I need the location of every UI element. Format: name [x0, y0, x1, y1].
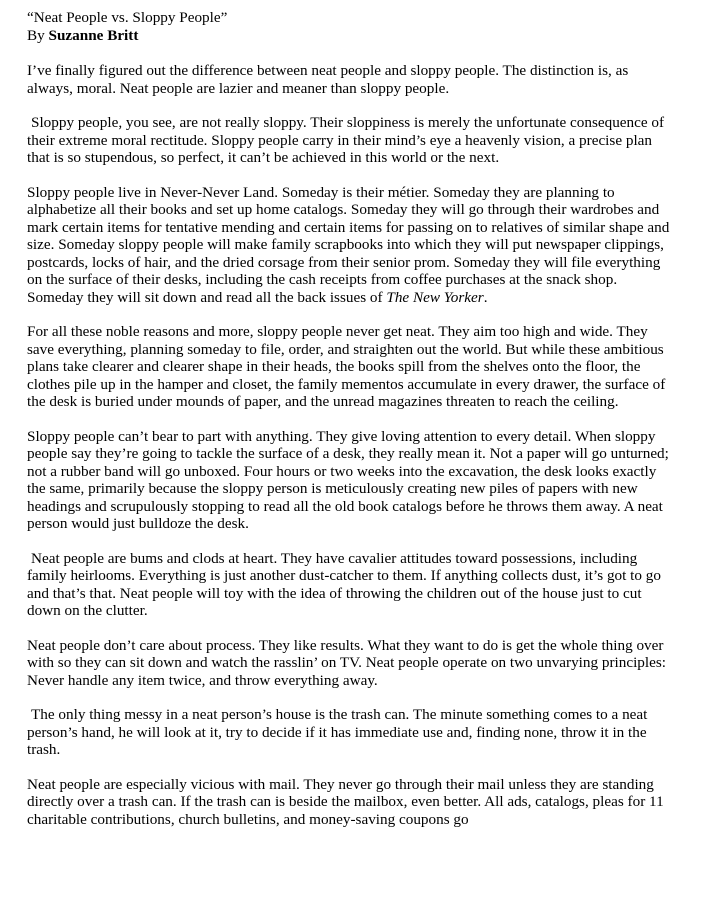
- paragraph-3: [27, 184, 674, 307]
- paragraph-3-text: Sloppy people live in Never-Never Land. Someday is their métier. Someday they are planning to alphabetize all their books and set up home catalogs. Someday they will go through their wardrobes and mark certain items for tentative mending and certain items for passing on to relatives of similar shape and size. Someday sloppy people will make family scrapbooks into which they will put newspaper clippings, postcards, locks of hair, and the dried corsage from their senior prom. Someday they will file everything on the surface of their desks, including the cash receipts from coffee purchases at the snack shop. Someday they will sit down and read all the back issues of: [27, 183, 670, 306]
- paragraph-8: The only thing messy in a neat person’s house is the trash can. The minute something comes to a neat person’s hand, he will look at it, try to decide if it has immediate use and, finding none, throw it in the trash.: [27, 706, 648, 758]
- byline: [27, 27, 674, 45]
- byline-prefix: By: [27, 26, 49, 44]
- paragraph-5: Sloppy people can’t bear to part with anything. They give loving attention to every detail. When sloppy people say they’re going to tackle the surface of a desk, they really mean it. Not a paper will go unturned; not a rubber band will go unboxed. Four hours or two weeks into the excavation, the desk looks exactly the same, primarily because the sloppy person is meticulously creating new piles of papers with new headings and scrupulously stopping to read all the old book catalogs before he throws them away. A neat person would just bulldoze the desk.: [27, 427, 669, 532]
- author-name: Suzanne Britt: [48, 26, 139, 44]
- paragraph-6: Neat people are bums and clods at heart. They have cavalier attitudes toward possessions, including family heirlooms. Everything is just another dust-catcher to them. If anything collects dust, it’s got to go and that’s that. Neat people will toy with the idea of throwing the children out of the house just to cut down on the clutter.: [27, 549, 661, 619]
- paragraph-4: For all these noble reasons and more, sloppy people never get neat. They aim too high and wide. They save everything, planning someday to file, order, and straighten out the world. But while these ambitious plans take clearer and clearer shape in their heads, the books spill from the shelves onto the floor, the clothes pile up in the hamper and closet, the family mementos accumulate in every drawer, the surface of the desk is buried under mounds of paper, and the unread magazines threaten to reach the ceiling.: [27, 323, 666, 410]
- paragraph-3-end: .: [483, 288, 488, 306]
- magazine-title: The New Yorker: [386, 288, 484, 306]
- paragraph-2: Sloppy people, you see, are not really sloppy. Their sloppiness is merely the unfortunate consequence of their extreme moral rectitude. Sloppy people carry in their mind’s eye a heavenly vision, a precise plan that is so stupendous, so perfect, it can’t be achieved in this world or the next.: [27, 114, 665, 166]
- paragraph-7: Neat people don’t care about process. They like results. What they want to do is get the whole thing over with so they can sit down and watch the rasslin’ on TV. Neat people operate on two unvarying principles: Never handle any item twice, and throw everything away.: [27, 636, 666, 689]
- paragraph-1: I’ve finally figured out the difference between neat people and sloppy people. The distinction is, as always, moral. Neat people are lazier and meaner than sloppy people.: [27, 62, 629, 97]
- essay-title: “Neat People vs. Sloppy People”: [27, 9, 228, 26]
- paragraph-9: Neat people are especially vicious with mail. They never go through their mail unless they are standing directly over a trash can. If the trash can is beside the mailbox, even better. All ads, catalogs, pleas for 11 charitable contributions, church bulletins, and money-saving coupons go: [27, 775, 664, 828]
